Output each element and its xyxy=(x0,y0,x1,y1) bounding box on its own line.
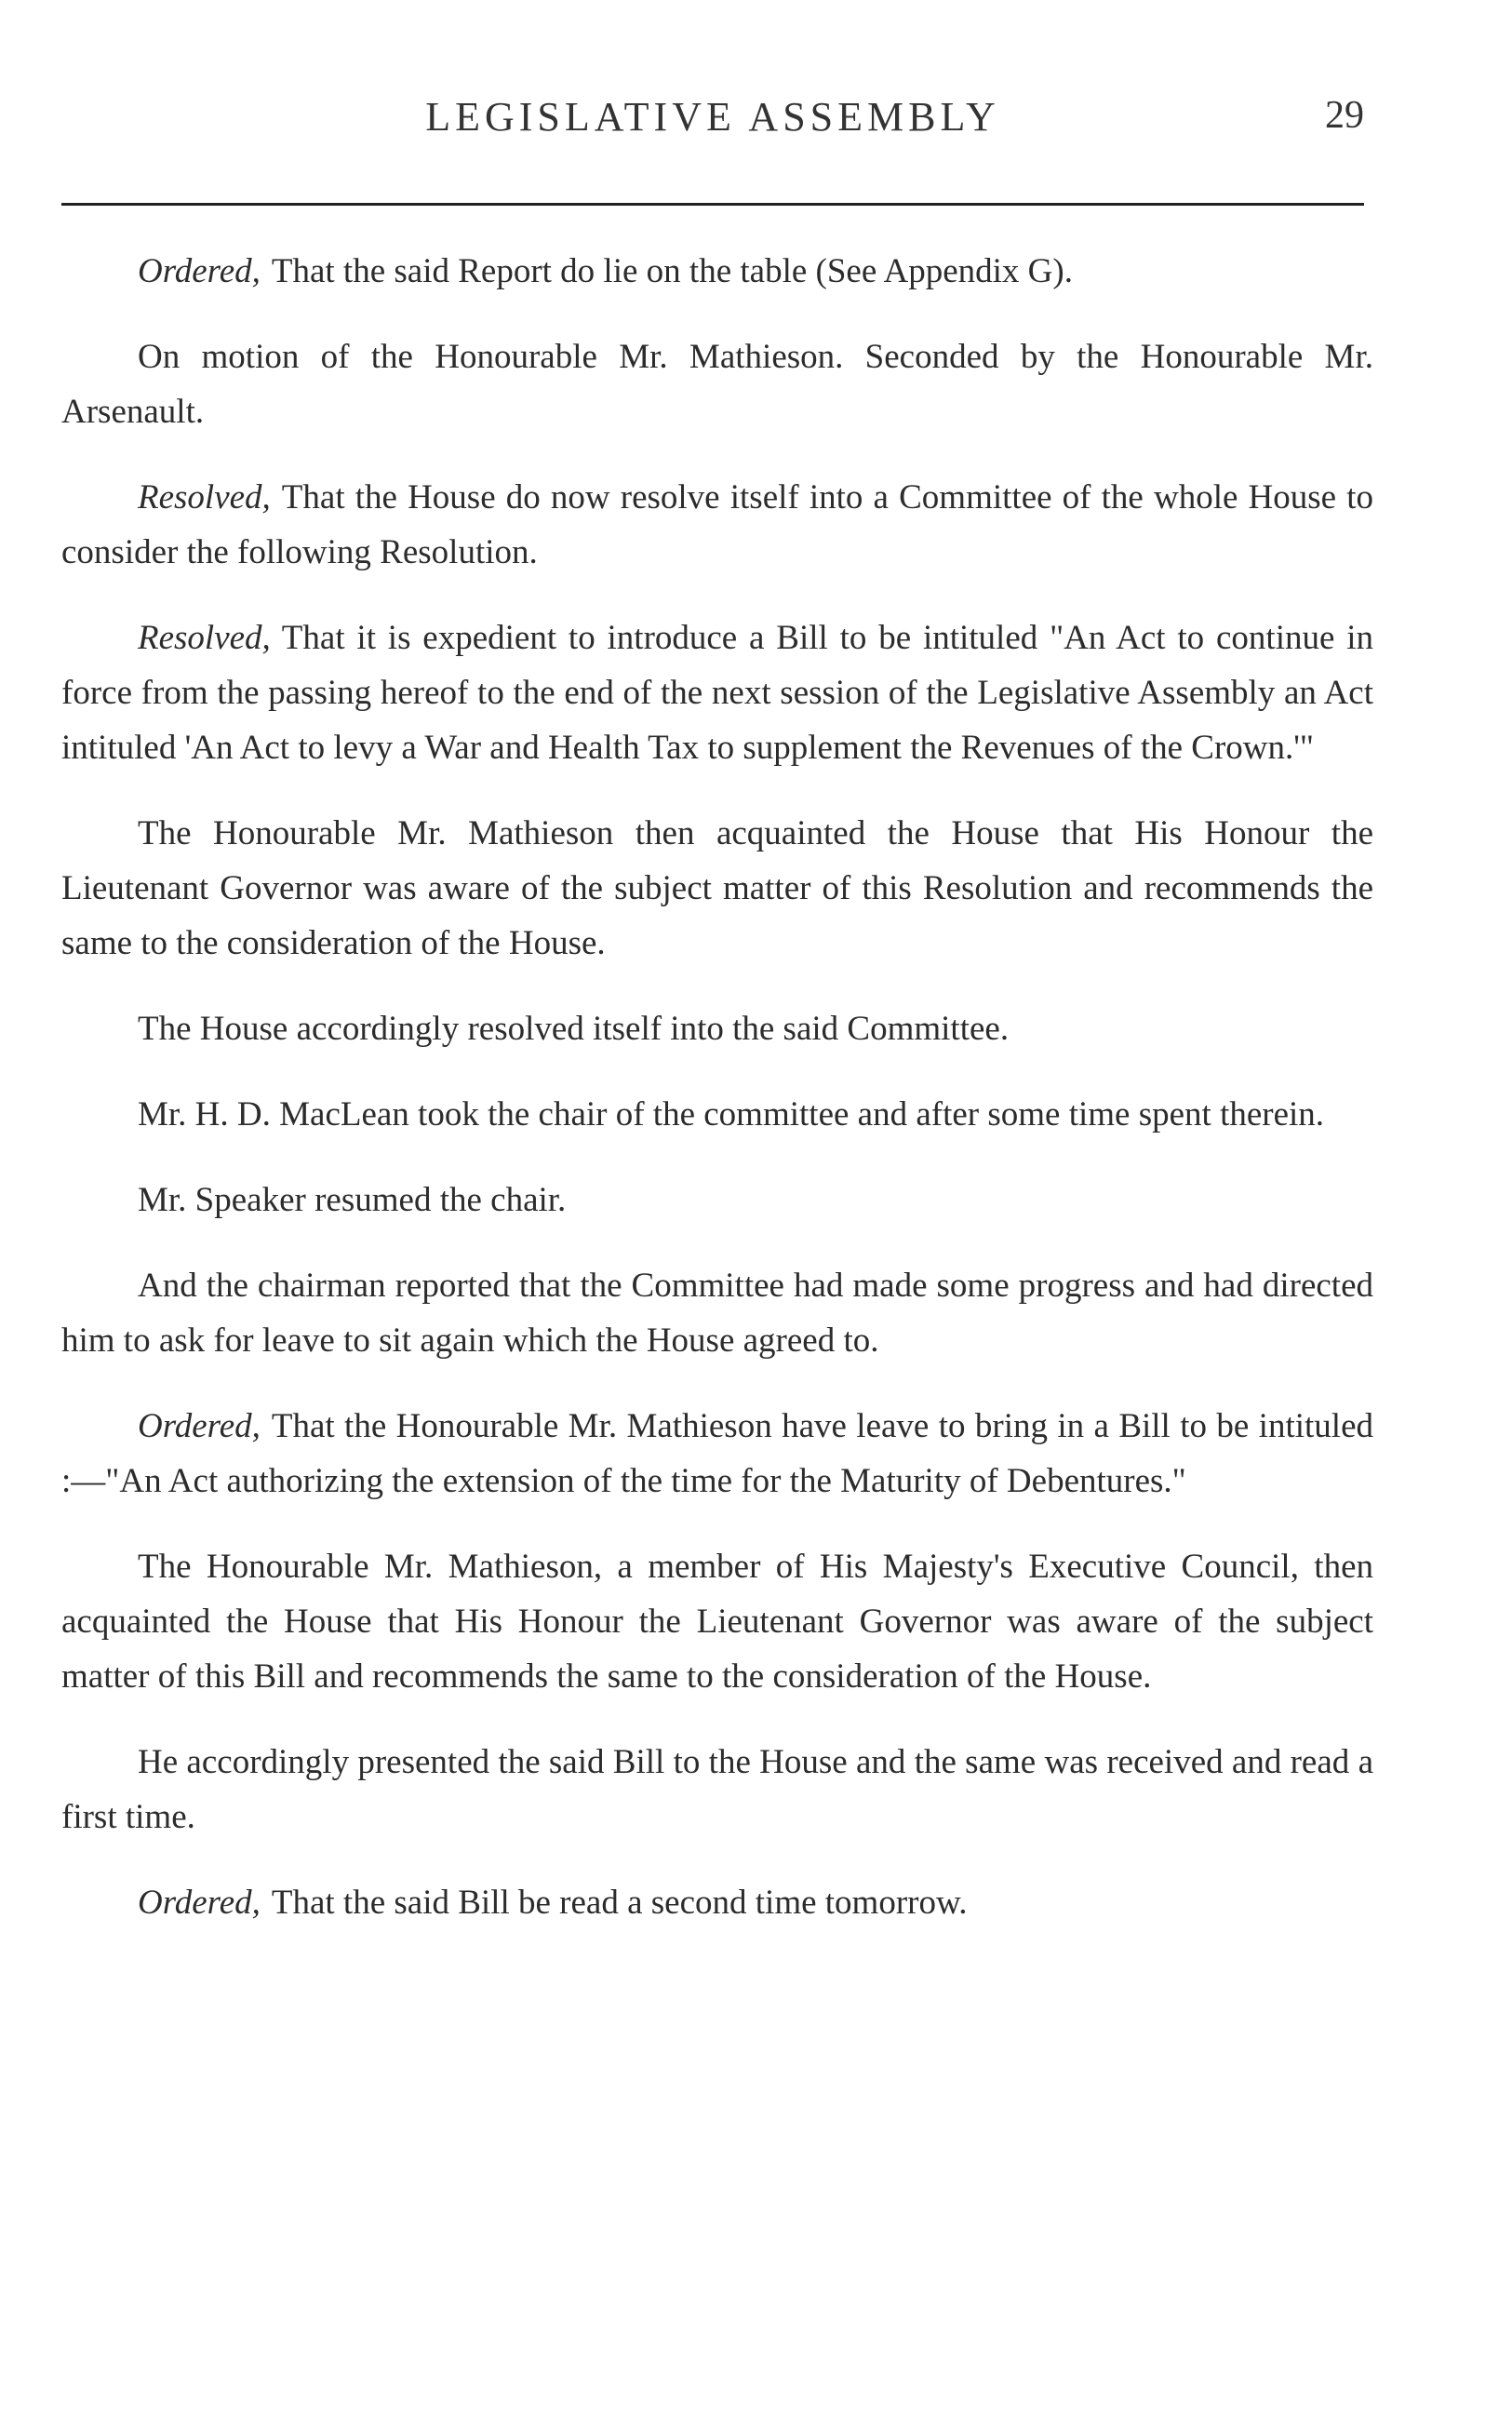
paragraph-5 xyxy=(61,806,1373,971)
paragraph-1 xyxy=(61,244,1373,299)
paragraph-9 xyxy=(61,1258,1373,1368)
page-header xyxy=(61,93,1364,160)
paragraph-lead-in: Resolved, xyxy=(138,619,271,657)
paragraph-12 xyxy=(61,1735,1373,1844)
paragraph-lead-in: Ordered, xyxy=(138,1884,261,1922)
paragraph-2 xyxy=(61,329,1373,439)
paragraph-text: Mr. H. D. MacLean took the chair of the committee and after some time spent therein. xyxy=(138,1095,1325,1134)
paragraph-text: The House accordingly resolved itself into the said Committee. xyxy=(138,1010,1010,1048)
header-rule xyxy=(61,203,1364,206)
paragraph-text: That the said Report do lie on the table (See Appendix G). xyxy=(271,252,1073,290)
paragraph-text: That the Honourable Mr. Mathieson have leave to bring in a Bill to be intituled :—"An Act authorizing the extension of the time for the Maturity of Debentures." xyxy=(61,1407,1373,1500)
page-number: 29 xyxy=(1325,94,1364,137)
paragraph-3 xyxy=(61,470,1373,580)
paragraph-text: The Honourable Mr. Mathieson then acquainted the House that His Honour the Lieutenant Governor was aware of the subject matter of this Resolution and recommends the same to the consideration of the House. xyxy=(61,814,1373,962)
paragraph-lead-in: Ordered, xyxy=(138,252,261,290)
paragraph-8 xyxy=(61,1173,1373,1227)
paragraph-lead-in: Resolved, xyxy=(138,478,271,516)
body-text xyxy=(61,244,1373,1961)
paragraph-text: The Honourable Mr. Mathieson, a member of His Majesty's Executive Council, then acquainted the House that His Honour the Lieutenant Governor was aware of the subject matter of this Bill and recommends the same to the consideration of the House. xyxy=(61,1548,1373,1696)
paragraph-text: He accordingly presented the said Bill to the House and the same was received and read a first time. xyxy=(61,1743,1373,1836)
paragraph-10 xyxy=(61,1399,1373,1509)
paragraph-6 xyxy=(61,1001,1373,1056)
paragraph-11 xyxy=(61,1539,1373,1704)
paragraph-7 xyxy=(61,1087,1373,1142)
paragraph-text: And the chairman reported that the Committee had made some progress and had directed him to ask for leave to sit again which the House agreed to. xyxy=(61,1267,1373,1360)
paragraph-text: On motion of the Honourable Mr. Mathieson. Seconded by the Honourable Mr. Arsenault. xyxy=(61,338,1373,431)
paragraph-text: That it is expedient to introduce a Bill to be intituled "An Act to continue in force from the passing hereof to the end of the next session of the Legislative Assembly an Act intituled 'An Act to levy a War and Health Tax to supplement the Revenues of the Crown.'" xyxy=(61,619,1373,767)
paragraph-lead-in: Ordered, xyxy=(138,1407,261,1445)
running-title: LEGISLATIVE ASSEMBLY xyxy=(425,94,1000,140)
paragraph-text: Mr. Speaker resumed the chair. xyxy=(138,1181,567,1219)
paragraph-text: That the House do now resolve itself into a Committee of the whole House to consider the following Resolution. xyxy=(61,478,1373,571)
paragraph-4 xyxy=(61,610,1373,775)
paragraph-text: That the said Bill be read a second time tomorrow. xyxy=(271,1884,968,1922)
paragraph-13 xyxy=(61,1875,1373,1930)
